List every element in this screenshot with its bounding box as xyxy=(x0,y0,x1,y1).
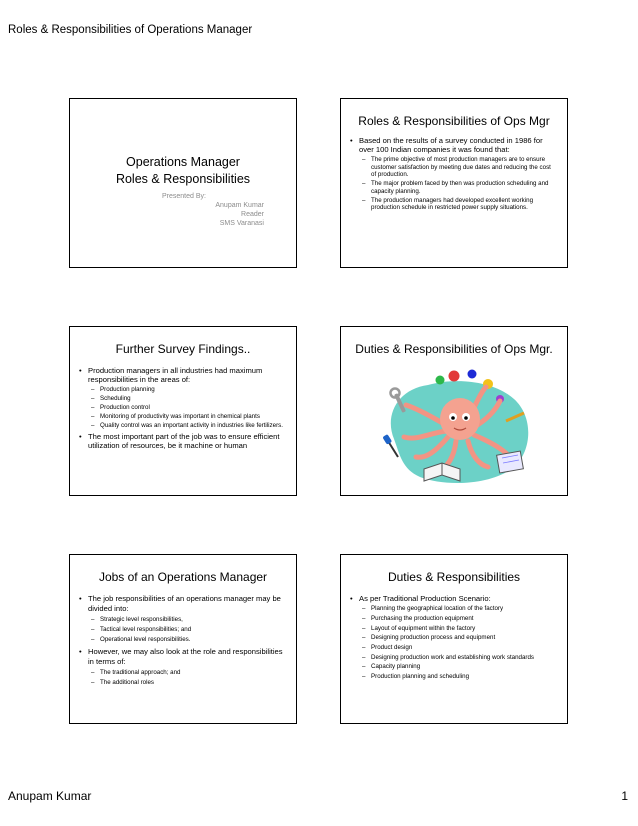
slide-6-title: Duties & Responsibilities xyxy=(387,570,521,584)
sub-bullet-item: – Scheduling xyxy=(100,395,286,402)
slide-4-title: Duties & Responsibilities of Ops Mgr. xyxy=(355,342,553,356)
bullet-text: Based on the results of a survey conducted in 1986 for over 100 Indian companies it was found that: xyxy=(359,136,543,155)
slide-3-title: Further Survey Findings.. xyxy=(115,342,251,356)
sub-bullets xyxy=(359,156,557,211)
bullet-item xyxy=(88,366,286,430)
slide-3 xyxy=(69,326,297,496)
bullet-text: Production managers in all industries had maximum responsibilities in the areas of: xyxy=(88,366,263,385)
footer-author: Anupam Kumar xyxy=(8,789,92,803)
bullet-text: As per Traditional Production Scenario: xyxy=(359,594,491,603)
slide-4 xyxy=(340,326,568,496)
sub-bullet-item: – Production planning and scheduling xyxy=(371,673,557,681)
slide-5-title: Jobs of an Operations Manager xyxy=(98,570,268,584)
sub-bullet-item: – Tactical level responsibilities; and xyxy=(100,626,286,635)
sub-bullet-item: – The major problem faced by then was production scheduling and capacity planning. xyxy=(371,180,557,195)
octopus-juggling-icon xyxy=(376,365,536,491)
slide-3-bullets xyxy=(70,366,296,450)
sub-bullet-item: – The prime objective of most production managers are to ensure customer satisfaction by meeting due dates and reducing the cost of production. xyxy=(371,156,557,178)
slide-1 xyxy=(69,98,297,268)
slide-1-title-line1: Operations Manager xyxy=(126,155,240,169)
sub-bullet-item: – Monitoring of productivity was important in chemical plants xyxy=(100,413,286,420)
sub-bullet-item: – Product design xyxy=(371,644,557,652)
slide-2-bullets xyxy=(341,136,567,211)
presenter-name: Anupam Kumar xyxy=(215,202,264,209)
sub-bullets xyxy=(88,386,286,429)
sub-bullet-item: – Purchasing the production equipment xyxy=(371,615,557,623)
slide-5 xyxy=(69,554,297,724)
slide-6 xyxy=(340,554,568,724)
slide-1-title-line2: Roles & Responsibilities xyxy=(115,172,251,186)
slide-6-bullets xyxy=(341,594,567,681)
slide-5-bullets xyxy=(70,594,296,688)
slide-1-title xyxy=(70,154,296,188)
sub-bullet-item: – Designing production work and establishing work standards xyxy=(371,654,557,662)
page-number: 1 xyxy=(621,789,628,803)
sub-bullet-item: – Production planning xyxy=(100,386,286,393)
presented-by-label: Presented By: xyxy=(162,193,206,200)
sub-bullet-item: – Quality control was an important activity in industries like fertilizers. xyxy=(100,422,286,429)
bullet-text: The job responsibilities of an operations manager may be divided into: xyxy=(88,594,281,613)
bullet-item xyxy=(88,647,286,688)
sub-bullets xyxy=(88,616,286,645)
sub-bullet-item: – Designing production process and equipment xyxy=(371,634,557,642)
sub-bullet-item: – Layout of equipment within the factory xyxy=(371,625,557,633)
sub-bullet-item: – The additional roles xyxy=(100,679,286,688)
bullet-item xyxy=(88,594,286,645)
presenter-role: Reader xyxy=(241,211,264,218)
sub-bullet-item: – Planning the geographical location of the factory xyxy=(371,605,557,613)
sub-bullet-item: – Operational level responsibilities. xyxy=(100,636,286,645)
sub-bullets xyxy=(88,669,286,688)
sub-bullet-item: – The production managers had developed excellent working production schedule in restricted power supply situations. xyxy=(371,197,557,212)
sub-bullet-item: – Capacity planning xyxy=(371,663,557,671)
presenter-org: SMS Varanasi xyxy=(219,220,264,227)
presenter-block xyxy=(70,192,296,228)
bullet-item xyxy=(88,432,286,450)
bullet-item xyxy=(359,594,557,681)
slide-2-title: Roles & Responsibilities of Ops Mgr xyxy=(358,114,550,128)
sub-bullet-item: – The traditional approach; and xyxy=(100,669,286,678)
sub-bullet-item: – Production control xyxy=(100,404,286,411)
sub-bullets xyxy=(359,605,557,680)
bullet-text: However, we may also look at the role and responsibilities in terms of: xyxy=(88,646,283,666)
bullet-item xyxy=(359,136,557,211)
page-header: Roles & Responsibilities of Operations Manager xyxy=(8,24,253,36)
bullet-text: The most important part of the job was to ensure efficient utilization of resources, be it machine or human xyxy=(88,431,280,451)
slide-2 xyxy=(340,98,568,268)
sub-bullet-item: – Strategic level responsibilities, xyxy=(100,616,286,625)
